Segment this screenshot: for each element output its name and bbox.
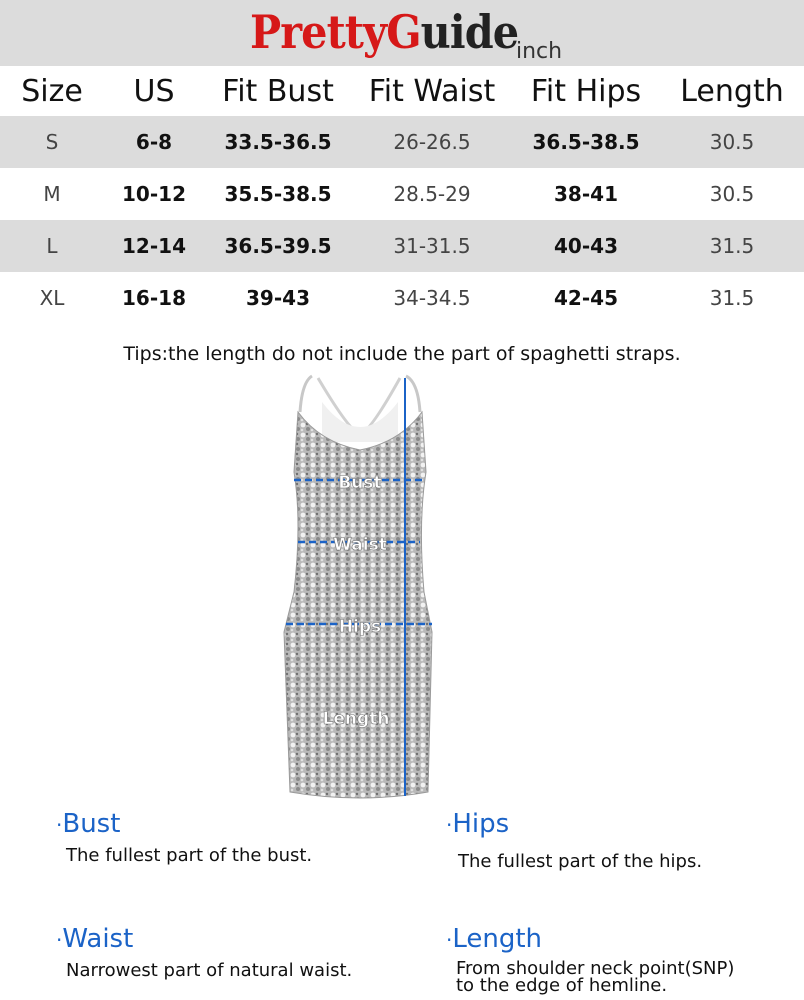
figure-label-bust: Bust [338,473,382,493]
cell-fit-waist: 26-26.5 [352,116,512,168]
cell-us: 6-8 [104,116,204,168]
bullet-dot-icon: · [56,928,63,952]
length-desc-line2: to the edge of hemline. [456,975,668,996]
cell-fit-hips: 36.5-38.5 [512,116,660,168]
column-header-fit-hips: Fit Hips [530,73,642,109]
dress-figure [260,372,460,812]
brand-logo [250,2,518,62]
length-desc [456,960,796,994]
cell-fit-bust: 36.5-39.5 [204,220,352,272]
unit-label: inch [516,39,563,64]
column-header-fit-waist: Fit Waist [368,73,496,109]
length-desc-line1: From shoulder neck point(SNP) [456,958,735,979]
length-title-text: Length [452,924,543,954]
bullet-dot-icon: · [446,813,453,837]
cell-size: XL [39,286,65,310]
cell-length: 31.5 [709,286,755,310]
table-row [0,272,804,324]
cell-fit-bust: 39-43 [246,286,310,310]
hips-desc: The fullest part of the hips. [458,851,703,872]
cell-us: 12-14 [104,220,204,272]
cell-fit-waist: 34-34.5 [393,286,471,310]
waist-title [56,923,133,956]
length-title [446,923,542,956]
table-row [0,220,804,272]
bust-desc: The fullest part of the bust. [66,845,313,866]
brand-part-g: G [386,5,421,59]
cell-fit-bust: 33.5-36.5 [204,116,352,168]
left-strap [300,376,312,412]
hips-title [446,808,509,841]
column-header-us: US [133,73,175,109]
header-bar [0,0,804,66]
brand-part-pretty: Pretty [250,5,387,59]
cell-fit-waist: 31-31.5 [352,220,512,272]
figure-label-hips: Hips [338,617,382,637]
column-header-length: Length [680,73,784,109]
bullet-dot-icon: · [56,813,63,837]
cell-length: 30.5 [660,116,804,168]
cell-fit-hips: 42-45 [554,286,618,310]
size-chart-table [0,66,804,324]
right-strap [406,376,420,412]
column-header-fit-bust: Fit Bust [222,73,334,109]
column-header-size: Size [21,73,83,109]
cell-us: 16-18 [122,286,186,310]
cell-size: S [0,116,104,168]
bust-title [56,808,120,841]
hips-title-text: Hips [452,809,510,839]
dress-body [284,412,432,798]
tips-note: Tips:the length do not include the part of spaghetti straps. [123,343,681,365]
cell-fit-hips: 38-41 [554,182,618,206]
table-row [0,168,804,220]
bullet-dot-icon: · [446,928,453,952]
table-row [0,116,804,168]
waist-desc: Narrowest part of natural waist. [66,960,353,981]
cell-size: M [43,182,61,206]
waist-title-text: Waist [62,924,134,954]
cell-us: 10-12 [122,182,186,206]
brand-part-uide: uide [420,5,519,59]
figure-label-length: Length [322,709,390,729]
figure-label-waist: Waist [333,535,387,555]
cell-fit-bust: 35.5-38.5 [224,182,332,206]
bust-title-text: Bust [62,809,121,839]
cell-fit-waist: 28.5-29 [393,182,471,206]
table-header-row [0,66,804,116]
cell-length: 31.5 [660,220,804,272]
cell-length: 30.5 [709,182,755,206]
cell-fit-hips: 40-43 [512,220,660,272]
cell-size: L [0,220,104,272]
